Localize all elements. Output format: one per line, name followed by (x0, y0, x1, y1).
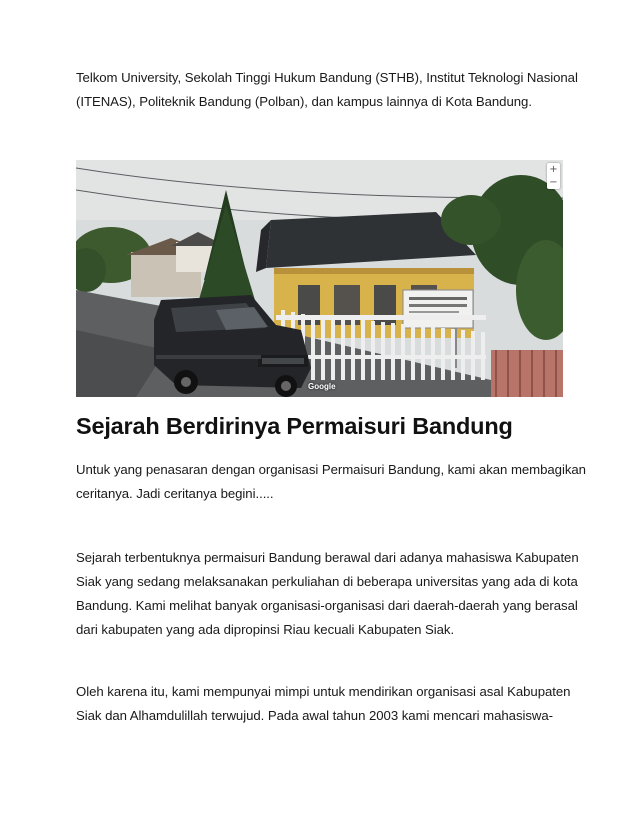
zoom-control[interactable] (547, 163, 560, 189)
text-line: dari kabupaten yang ada dipropinsi Riau kecuali Kabupaten Siak. (76, 622, 455, 637)
zoom-out-button[interactable]: − (549, 177, 558, 188)
text-line: Siak dan Alhamdulillah terwujud. Pada awal tahun 2003 kami mencari mahasiswa- (76, 708, 554, 723)
text-line: Sejarah terbentuknya permaisuri Bandung berawal dari adanya mahasiswa Kabupaten (76, 550, 579, 565)
paragraph-1 (76, 458, 586, 506)
text-line: Bandung. Kami melihat banyak organisasi-organisasi dari daerah-daerah yang berasal (76, 598, 578, 613)
text-line: ceritanya. Jadi ceritanya begini..... (76, 486, 274, 501)
paragraph-2 (76, 546, 579, 642)
text-line: Telkom University, Sekolah Tinggi Hukum Bandung (STHB), Institut Teknologi Nasional (76, 70, 578, 85)
paragraph-3 (76, 680, 576, 728)
text-line: Siak yang sedang melaksanakan perkuliahan di beberapa universitas yang ada di kota (76, 574, 578, 589)
google-watermark: Google (308, 382, 336, 391)
section-heading: Sejarah Berdirinya Permaisuri Bandung (76, 413, 513, 439)
text-line: Oleh karena itu, kami mempunyai mimpi untuk mendirikan organisasi asal Kabupaten (76, 684, 571, 699)
zoom-in-button[interactable]: + (549, 164, 558, 175)
street-view-photo (76, 160, 563, 397)
text-line: (ITENAS), Politeknik Bandung (Polban), dan kampus lainnya di Kota Bandung. (76, 94, 532, 109)
text-line: Untuk yang penasaran dengan organisasi Permaisuri Bandung, kami akan membagikan (76, 462, 586, 477)
intro-paragraph (76, 66, 576, 114)
